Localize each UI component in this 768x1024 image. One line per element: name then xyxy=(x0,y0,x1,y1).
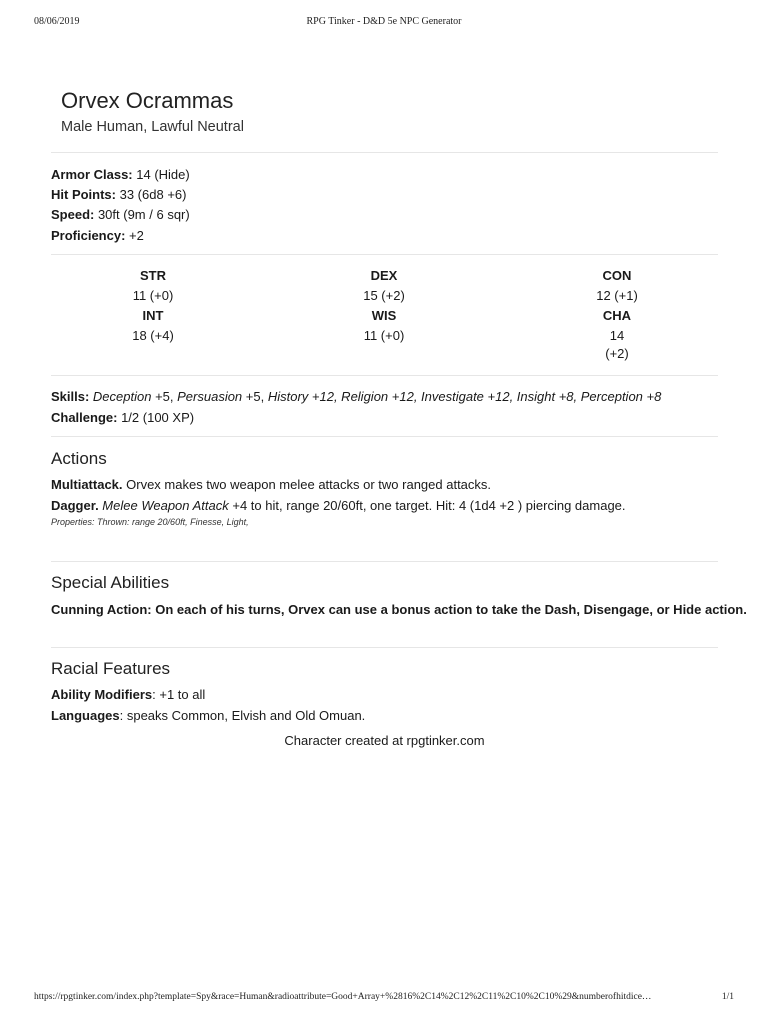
ability-con xyxy=(557,268,677,304)
ability-label: CHA xyxy=(602,308,632,323)
ability-dex xyxy=(324,268,444,304)
divider xyxy=(51,561,718,562)
ability-wis xyxy=(324,308,444,344)
skills xyxy=(51,389,661,405)
ability-value: 15 (+2) xyxy=(363,288,405,303)
speed xyxy=(51,207,190,223)
page-number: 1/1 xyxy=(721,992,734,1002)
ability-label: DEX xyxy=(370,268,398,283)
challenge-value: 1/2 (100 XP) xyxy=(117,410,195,425)
languages xyxy=(51,708,365,724)
ability-modifiers-value: : +1 to all xyxy=(152,687,206,702)
ability-value: 18 (+4) xyxy=(132,328,174,343)
languages-value: : speaks Common, Elvish and Old Omuan. xyxy=(119,708,366,723)
dagger-text: +4 to hit, range 20/60ft, one target. Hit: 4 (1d4 +2 ) piercing damage. xyxy=(228,498,626,513)
ability-modifier: (+2) xyxy=(605,346,629,361)
ability-label: WIS xyxy=(371,308,397,323)
ability-value: 11 (+0) xyxy=(132,288,174,303)
ability-value: 12 (+1) xyxy=(596,288,638,303)
divider xyxy=(51,647,718,648)
multiattack-label: Multiattack. xyxy=(51,477,123,492)
armor-class xyxy=(51,167,190,183)
skill-deception-value: +5, xyxy=(151,389,178,404)
print-footer xyxy=(34,992,734,1006)
challenge-label: Challenge: xyxy=(51,410,118,425)
ability-int xyxy=(93,308,213,344)
dagger-label: Dagger. xyxy=(51,498,99,513)
print-title: RPG Tinker - D&D 5e NPC Generator xyxy=(306,16,462,27)
divider xyxy=(51,436,718,437)
skills-rest: History +12, Religion +12, Investigate +12, Insight +8, Perception +8 xyxy=(267,389,662,404)
proficiency-label: Proficiency: xyxy=(51,228,126,243)
challenge xyxy=(51,410,194,426)
divider xyxy=(51,375,718,376)
divider xyxy=(51,254,718,255)
hit-points-value: 33 (6d8 +6) xyxy=(116,187,187,202)
dagger-attack-type: Melee Weapon Attack xyxy=(98,498,229,513)
speed-label: Speed: xyxy=(51,207,95,222)
ability-value: 11 (+0) xyxy=(363,328,405,343)
skill-deception: Deception xyxy=(89,389,152,404)
hit-points-label: Hit Points: xyxy=(51,187,116,202)
action-dagger xyxy=(51,498,626,514)
divider xyxy=(51,152,718,153)
npc-name: Orvex Ocrammas xyxy=(61,88,234,113)
ability-modifiers-label: Ability Modifiers xyxy=(51,687,153,702)
armor-class-label: Armor Class: xyxy=(51,167,133,182)
ability-label: CON xyxy=(602,268,632,283)
actions-title: Actions xyxy=(51,449,107,468)
print-date: 08/06/2019 xyxy=(34,16,80,27)
action-multiattack xyxy=(51,477,491,493)
dagger-properties: Properties: Thrown: range 20/60ft, Finesse, Light, xyxy=(51,517,249,527)
ability-modifiers xyxy=(51,687,205,703)
proficiency xyxy=(51,228,144,244)
skills-label: Skills: xyxy=(51,389,90,404)
npc-subtitle: Male Human, Lawful Neutral xyxy=(61,119,244,135)
racial-features-title: Racial Features xyxy=(51,659,171,678)
skill-persuasion: Persuasion xyxy=(177,389,243,404)
languages-label: Languages xyxy=(51,708,120,723)
credit-line: Character created at rpgtinker.com xyxy=(284,733,485,748)
ability-value: 14 xyxy=(609,328,625,343)
ability-str xyxy=(93,268,213,304)
speed-value: 30ft (9m / 6 sqr) xyxy=(94,207,190,222)
ability-label: INT xyxy=(142,308,164,323)
ability-cha xyxy=(557,308,677,362)
special-abilities-title: Special Abilities xyxy=(51,573,170,592)
proficiency-value: +2 xyxy=(125,228,144,243)
ability-label: STR xyxy=(140,268,166,283)
cunning-action: Cunning Action: On each of his turns, Orvex can use a bonus action to take the Dash, Disengage, or Hide action. xyxy=(51,602,747,617)
print-header xyxy=(34,16,734,30)
skill-persuasion-value: +5, xyxy=(242,389,268,404)
multiattack-text: Orvex makes two weapon melee attacks or two ranged attacks. xyxy=(122,477,492,492)
hit-points xyxy=(51,187,186,203)
print-url: https://rpgtinker.com/index.php?template=Spy&race=Human&radioattribute=Good+Array+%2816%2C14%2C12%2C11%2C10%2C10%29&numberofhitdice… xyxy=(34,992,652,1002)
armor-class-value: 14 (Hide) xyxy=(132,167,190,182)
